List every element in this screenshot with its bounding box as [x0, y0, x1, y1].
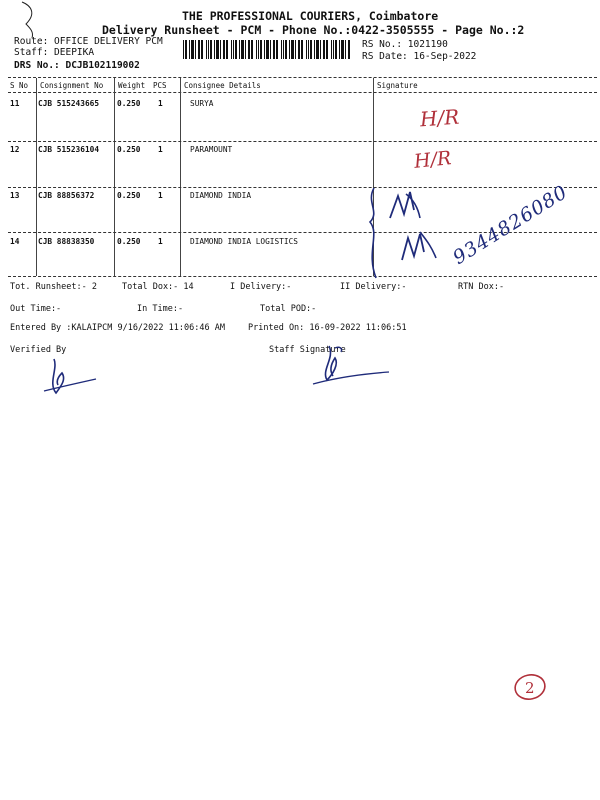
barcode-bar [301, 40, 303, 59]
barcode-bar [283, 40, 284, 59]
barcode-bar [314, 40, 315, 59]
barcode-bar [273, 40, 275, 59]
barcode-bar [183, 40, 184, 59]
barcode-bar [223, 40, 225, 59]
barcode-bar [281, 40, 282, 59]
barcode-bar [298, 40, 300, 59]
page-mark-number: 2 [525, 679, 535, 697]
barcode-bar [195, 40, 196, 59]
barcode-bar [258, 40, 259, 59]
barcode-bar [256, 40, 257, 59]
row-consignment: CJB 88856372 [38, 191, 95, 200]
barcode-bar [331, 40, 332, 59]
barcode-bar [306, 40, 307, 59]
row-pcs: 1 [158, 237, 163, 246]
barcode-bar [189, 40, 190, 59]
row-consignment: CJB 88838350 [38, 237, 95, 246]
barcode-bar [220, 40, 221, 59]
barcode-bar [245, 40, 246, 59]
drs-number: DRS No.: DCJB102119002 [14, 60, 140, 71]
barcode-bar [270, 40, 271, 59]
staff-signature [305, 340, 395, 390]
barcode-bar [289, 40, 290, 59]
barcode-bar [308, 40, 309, 59]
row-consignee: SURYA [190, 99, 214, 108]
row-pcs: 1 [158, 191, 163, 200]
barcode-bar [333, 40, 334, 59]
staff-signature-label: Staff Signature [269, 345, 346, 355]
handwritten-phone-number: 9344826080 [449, 180, 572, 270]
barcode-bar [206, 40, 207, 59]
barcode-bar [348, 40, 350, 59]
barcode-bar [260, 40, 262, 59]
barcode-bar [201, 40, 203, 59]
barcode-bar [214, 40, 215, 59]
row-sno: 13 [10, 191, 20, 200]
barcode-bar [231, 40, 232, 59]
row-sno: 14 [10, 237, 20, 246]
barcode-bar [185, 40, 187, 59]
barcode-bar [241, 40, 244, 59]
in-time: In Time:- [137, 304, 184, 314]
row-pcs: 1 [158, 145, 163, 154]
barcode-bar [266, 40, 269, 59]
verified-by-label: Verified By [10, 345, 67, 355]
circled-page-mark [512, 672, 548, 702]
table-header-rule [8, 92, 597, 93]
barcode-bar [320, 40, 321, 59]
handwritten-hr-mark: H/R [419, 104, 461, 132]
barcode-bar [285, 40, 287, 59]
column-divider [180, 78, 181, 276]
column-header-consignment: Consignment No [40, 81, 104, 90]
column-divider [36, 78, 37, 276]
row-divider [8, 187, 597, 188]
barcode-bar [310, 40, 312, 59]
scan-mark [14, 0, 44, 40]
row-weight: 0.250 [117, 191, 141, 200]
verifier-signature [40, 355, 100, 400]
handwritten-hr-mark: H/R [412, 147, 453, 173]
barcode-bar [235, 40, 237, 59]
row-consignment: CJB 515243665 [38, 99, 100, 108]
row-sno: 11 [10, 99, 20, 108]
row-consignee: DIAMOND INDIA LOGISTICS [190, 237, 298, 246]
column-header-weight: Weight [118, 81, 146, 90]
total-pod: Total POD:- [260, 304, 317, 314]
table-bottom-rule [8, 276, 597, 277]
table-top-rule [8, 77, 597, 78]
column-header-signature: Signature [377, 81, 418, 90]
return-dox: RTN Dox:- [458, 282, 505, 292]
barcode-bar [295, 40, 296, 59]
barcode-bar [251, 40, 253, 59]
row-weight: 0.250 [117, 99, 141, 108]
barcode-bar [264, 40, 265, 59]
barcode-bar [210, 40, 212, 59]
barcode-bar [191, 40, 194, 59]
barcode [183, 40, 353, 59]
barcode-bar [239, 40, 240, 59]
barcode-bar [345, 40, 346, 59]
barcode-bar [226, 40, 228, 59]
row-consignment: CJB 515236104 [38, 145, 100, 154]
barcode-bar [326, 40, 328, 59]
barcode-bar [316, 40, 319, 59]
second-delivery: II Delivery:- [340, 282, 407, 292]
printed-on: Printed On: 16-09-2022 11:06:51 [248, 323, 407, 333]
entered-by: Entered By :KALAIPCM 9/16/2022 11:06:46 AM [10, 323, 225, 333]
column-header-sno: S No [10, 81, 29, 90]
route-label: Route: OFFICE DELIVERY PCM [14, 36, 163, 47]
barcode-bar [335, 40, 337, 59]
row-consignee: DIAMOND INDIA [190, 191, 252, 200]
runsheet-subtitle: Delivery Runsheet - PCM - Phone No.:0422-3505555 - Page No.:2 [102, 23, 525, 37]
barcode-bar [341, 40, 344, 59]
rs-number: RS No.: 1021190 [362, 39, 448, 50]
column-header-pcs: PCS [153, 81, 167, 90]
row-weight: 0.250 [117, 145, 141, 154]
barcode-bar [198, 40, 200, 59]
first-delivery: I Delivery:- [230, 282, 292, 292]
row-consignee: PARAMOUNT [190, 145, 233, 154]
out-time: Out Time:- [10, 304, 62, 314]
handwritten-signature-rows-13-14 [362, 182, 442, 284]
rs-date: RS Date: 16-Sep-2022 [362, 51, 477, 62]
barcode-bar [276, 40, 278, 59]
row-weight: 0.250 [117, 237, 141, 246]
barcode-bar [216, 40, 219, 59]
column-header-consignee: Consignee Details [184, 81, 261, 90]
barcode-bar [233, 40, 234, 59]
staff-label: Staff: DEEPIKA [14, 47, 95, 58]
total-runsheet: Tot. Runsheet:- 2 [10, 282, 97, 292]
barcode-bar [248, 40, 250, 59]
barcode-bar [291, 40, 294, 59]
row-sno: 12 [10, 145, 20, 154]
row-pcs: 1 [158, 99, 163, 108]
barcode-bar [208, 40, 209, 59]
column-divider [114, 78, 115, 276]
barcode-bar [339, 40, 340, 59]
barcode-bar [323, 40, 325, 59]
total-dox: Total Dox:- 14 [122, 282, 194, 292]
row-divider [8, 141, 597, 142]
company-title: THE PROFESSIONAL COURIERS, Coimbatore [182, 9, 439, 23]
